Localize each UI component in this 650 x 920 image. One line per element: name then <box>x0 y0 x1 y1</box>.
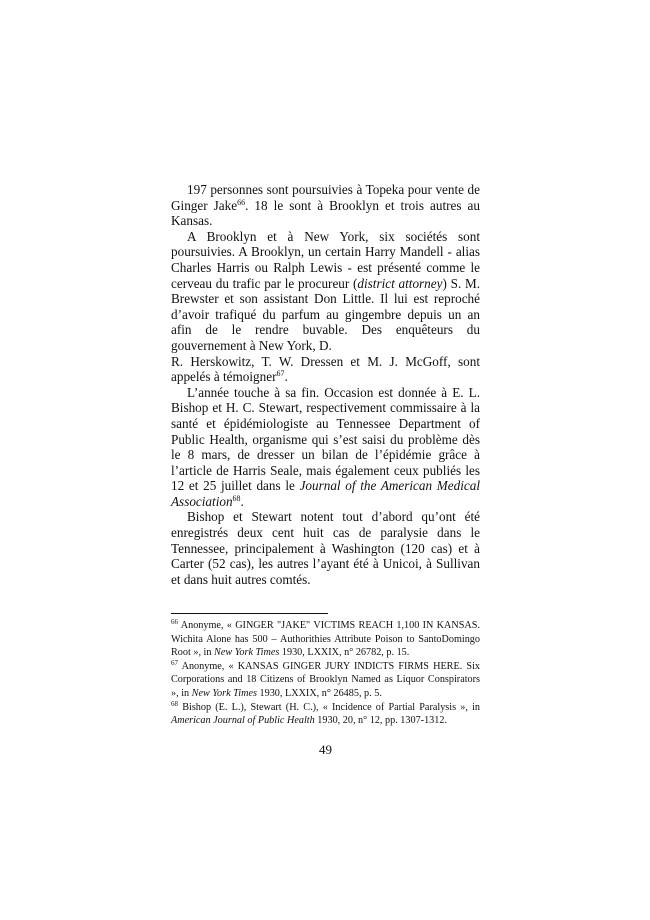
footnote-separator <box>171 613 328 614</box>
text-run: . <box>240 493 244 509</box>
paragraph <box>171 182 480 229</box>
paragraph <box>171 509 480 587</box>
footnote-number: 66 <box>171 618 178 626</box>
body-text <box>171 182 480 587</box>
paragraph <box>171 229 480 354</box>
text-run: L’année touche à sa fin. Occasion est donnée à E. L. Bishop et H. C. Stewart, respectivement commissaire à la santé et épidémiologiste au Tennessee Department of Public Health, organisme qui s’est saisi du problème dès le 8 mars, de dresser un bilan de l’épidémie grâce à l’article de Harris Seale, mais également ceux publiés les 12 et 25 juillet dans le <box>171 384 480 494</box>
text-run: Anonyme, « KANSAS GINGER JURY INDICTS FIRMS HERE. Six Corporations and 18 Citizens of Brooklyn Named as Liquor Conspirators », in <box>171 660 480 699</box>
footnote-number: 68 <box>171 699 178 708</box>
footnote <box>171 701 480 728</box>
text-run: Anonyme, « GINGER "JAKE" VICTIMS REACH 1,100 IN KANSAS. Wichita Alone has 500 – Authorithies Attribute Poison to SantoDomingo Root », in <box>171 620 480 659</box>
paragraph <box>171 354 480 385</box>
footnotes <box>171 619 480 728</box>
italic-text: American Journal of Public Health <box>171 715 315 727</box>
text-run: . <box>284 369 288 385</box>
text-run: 1930, 20, n° 12, pp. 1307-1312. <box>314 715 447 727</box>
page-number: 49 <box>319 742 332 757</box>
footnote-reference: 68 <box>232 493 241 503</box>
footnote <box>171 660 480 701</box>
footnote-reference: 66 <box>237 197 246 207</box>
text-run: 1930, LXXIX, n° 26485, p. 5. <box>256 687 382 699</box>
text-run: . 18 le sont à Brooklyn et trois autres au Kansas. <box>171 197 480 229</box>
italic-text: New York Times <box>214 647 280 659</box>
footnote-reference: 67 <box>276 369 285 379</box>
text-run: Bishop (E. L.), Stewart (H. C.), « Incidence of Partial Paralysis », in <box>178 701 480 713</box>
paragraph <box>171 385 480 510</box>
text-run: 197 personnes sont poursuivies à Topeka pour vente de Ginger Jake <box>171 182 480 213</box>
footnote <box>171 619 480 660</box>
italic-text: Journal of the American Medical Association <box>171 478 480 509</box>
text-run: ) S. M. Brewster et son assistant Don Little. Il lui est reproché d’avoir trafiqué du parfum au gingembre depuis un an afin de le rendre buvable. Des enquêteurs du gouvernement à New York, D. <box>171 275 480 353</box>
text-run: A Brooklyn et à New York, six sociétés sont poursuivies. A Brooklyn, un certain Harry Mandell - alias Charles Harris ou Ralph Lewis - est présenté comme le cerveau du trafic par le procureur ( <box>171 228 480 291</box>
text-run: 1930, LXXIX, n° 26782, p. 15. <box>279 647 410 659</box>
text-run: R. Herskowitz, T. W. Dressen et M. J. McGoff, sont appelés à témoigner <box>171 353 480 385</box>
italic-text: district attorney <box>357 275 443 291</box>
italic-text: New York Times <box>191 687 257 699</box>
footnote-number: 67 <box>171 658 178 667</box>
text-run: Bishop et Stewart notent tout d’abord qu’ont été enregistrés deux cent huit cas de paralysie dans le Tennessee, principalement à Washington (120 cas) et à Carter (52 cas), les autres l’ayant été à Unicoi, à Sullivan et dans huit autres comtés. <box>171 509 480 587</box>
